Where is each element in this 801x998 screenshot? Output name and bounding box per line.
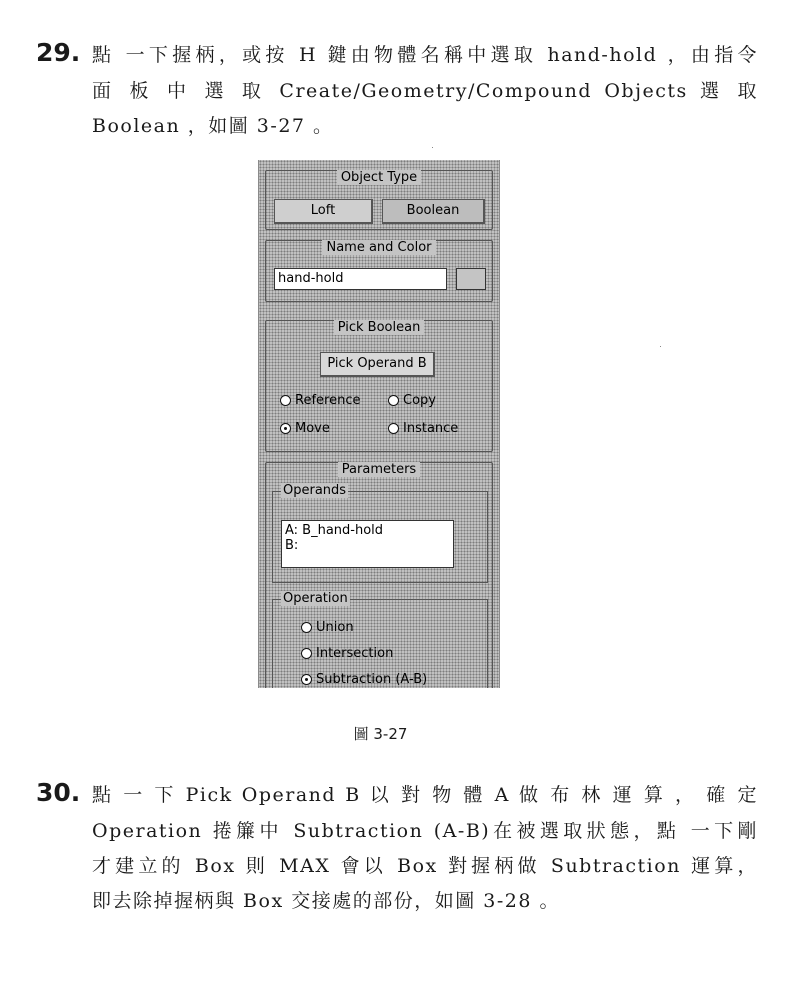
radio-label: Union xyxy=(316,620,354,635)
subtraction-radio[interactable] xyxy=(301,672,427,687)
step-text-line: 點 一 下 Pick Operand B 以 對 物 體 A 做 布 林 運 算 ， 確 定 xyxy=(92,784,758,806)
operands-group xyxy=(272,483,488,583)
radio-selected-icon xyxy=(301,674,312,685)
union-radio[interactable] xyxy=(301,620,354,635)
step-text-line: Operation 捲簾中 Subtraction (A-B)在被選取狀態，點 一下剛 xyxy=(92,820,758,842)
name-and-color-rollout xyxy=(265,240,493,302)
step-text-line: 點 一下握柄，或按 H 鍵由物體名稱中選取 hand-hold ，由指令 xyxy=(92,44,758,66)
scan-speck xyxy=(660,346,661,347)
copy-radio[interactable] xyxy=(388,393,436,408)
radio-label: Instance xyxy=(403,421,459,436)
operation-group xyxy=(272,591,488,688)
radio-label: Copy xyxy=(403,393,436,408)
boolean-button[interactable]: Boolean xyxy=(382,199,485,224)
move-radio[interactable] xyxy=(280,421,330,436)
radio-circle-icon xyxy=(280,395,291,406)
step-30 xyxy=(36,778,766,918)
rollout-title[interactable]: Name and Color xyxy=(322,240,435,255)
radio-circle-icon xyxy=(301,622,312,633)
reference-radio[interactable] xyxy=(280,393,360,408)
rollout-title[interactable]: Pick Boolean xyxy=(334,320,425,335)
object-type-rollout xyxy=(265,170,493,230)
figure-caption: 圖 3-27 xyxy=(353,725,408,743)
step-29 xyxy=(36,38,766,148)
group-label: Operation xyxy=(283,591,348,606)
radio-selected-icon xyxy=(280,423,291,434)
list-item[interactable]: B: xyxy=(285,538,299,553)
loft-button[interactable]: Loft xyxy=(274,199,373,224)
rollout-title[interactable]: Parameters xyxy=(338,462,420,477)
radio-label: Intersection xyxy=(316,646,394,661)
step-text-line: 才建立的 Box 則 MAX 會以 Box 對握柄做 Subtraction 運算， xyxy=(92,855,758,877)
radio-label: Reference xyxy=(295,393,361,408)
radio-circle-icon xyxy=(388,423,399,434)
object-name-field[interactable]: hand-hold xyxy=(274,268,447,290)
list-item[interactable]: A: B_hand-hold xyxy=(285,523,384,538)
radio-label: Move xyxy=(295,421,330,436)
parameters-rollout xyxy=(265,462,493,688)
radio-circle-icon xyxy=(388,395,399,406)
scan-speck xyxy=(432,147,433,148)
color-swatch[interactable] xyxy=(456,268,486,290)
intersection-radio[interactable] xyxy=(301,646,393,661)
step-number: 30. xyxy=(36,778,81,807)
command-panel-figure xyxy=(258,160,500,688)
step-number: 29. xyxy=(36,38,81,67)
step-text-line: 即去除掉握柄與 Box 交接處的部份，如圖 3-28 。 xyxy=(92,890,560,912)
instance-radio[interactable] xyxy=(388,421,458,436)
pick-boolean-rollout xyxy=(265,320,493,452)
step-text-line: Boolean ，如圖 3-27 。 xyxy=(92,115,334,137)
group-label: Operands xyxy=(283,483,347,498)
operands-list[interactable] xyxy=(281,520,454,568)
pick-operand-b-button[interactable]: Pick Operand B xyxy=(320,352,435,377)
rollout-title[interactable]: Object Type xyxy=(337,170,421,185)
radio-label: Subtraction (A-B) xyxy=(316,672,428,687)
step-text-line: 面 板 中 選 取 Create/Geometry/Compound Objects 選 取 xyxy=(92,80,758,102)
radio-circle-icon xyxy=(301,648,312,659)
